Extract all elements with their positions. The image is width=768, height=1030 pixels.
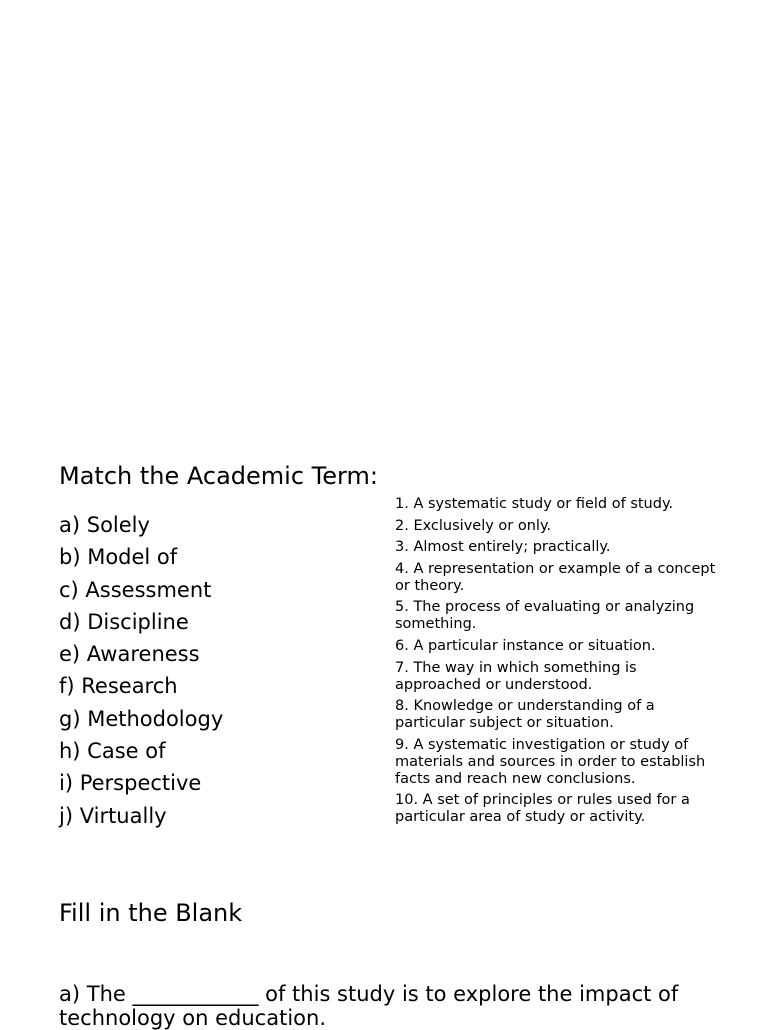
term-item: g) Methodology: [59, 706, 224, 731]
term-item: d) Discipline: [59, 609, 189, 634]
definition-item: 2. Exclusively or only.: [395, 517, 552, 534]
definition-item: 3. Almost entirely; practically.: [395, 539, 611, 556]
definition-item: 5. The process of evaluating or analyzing something.: [395, 599, 695, 633]
term-item: i) Perspective: [59, 771, 202, 796]
term-item: f) Research: [59, 674, 178, 699]
term-item: b) Model of: [59, 545, 178, 570]
term-item: e) Awareness: [59, 642, 200, 667]
definition-item: 8. Knowledge or understanding of a particular subject or situation.: [395, 698, 655, 732]
fill-section-title: Fill in the Blank: [59, 899, 243, 927]
definition-item: 10. A set of principles or rules used for a particular area of study or activity.: [395, 792, 690, 826]
term-item: c) Assessment: [59, 577, 212, 602]
term-item: a) Solely: [59, 513, 150, 537]
term-item: j) Virtually: [59, 803, 167, 828]
definition-item: 7. The way in which something is approached or understood.: [395, 659, 637, 693]
definition-item: 1. A systematic study or field of study.: [395, 496, 674, 512]
definition-item: 6. A particular instance or situation.: [395, 637, 656, 654]
definition-item: 4. A representation or example of a concept or theory.: [395, 560, 716, 594]
term-item: h) Case of: [59, 739, 166, 764]
match-section-title: Match the Academic Term:: [59, 462, 378, 490]
definitions-list: [395, 496, 725, 831]
definition-item: 9. A systematic investigation or study of materials and sources in order to establish facts and reach new conclusions.: [395, 736, 706, 787]
terms-list: [59, 509, 223, 832]
fill-question: a) The ____________ of this study is to explore the impact of technology on education.: [59, 982, 679, 1030]
